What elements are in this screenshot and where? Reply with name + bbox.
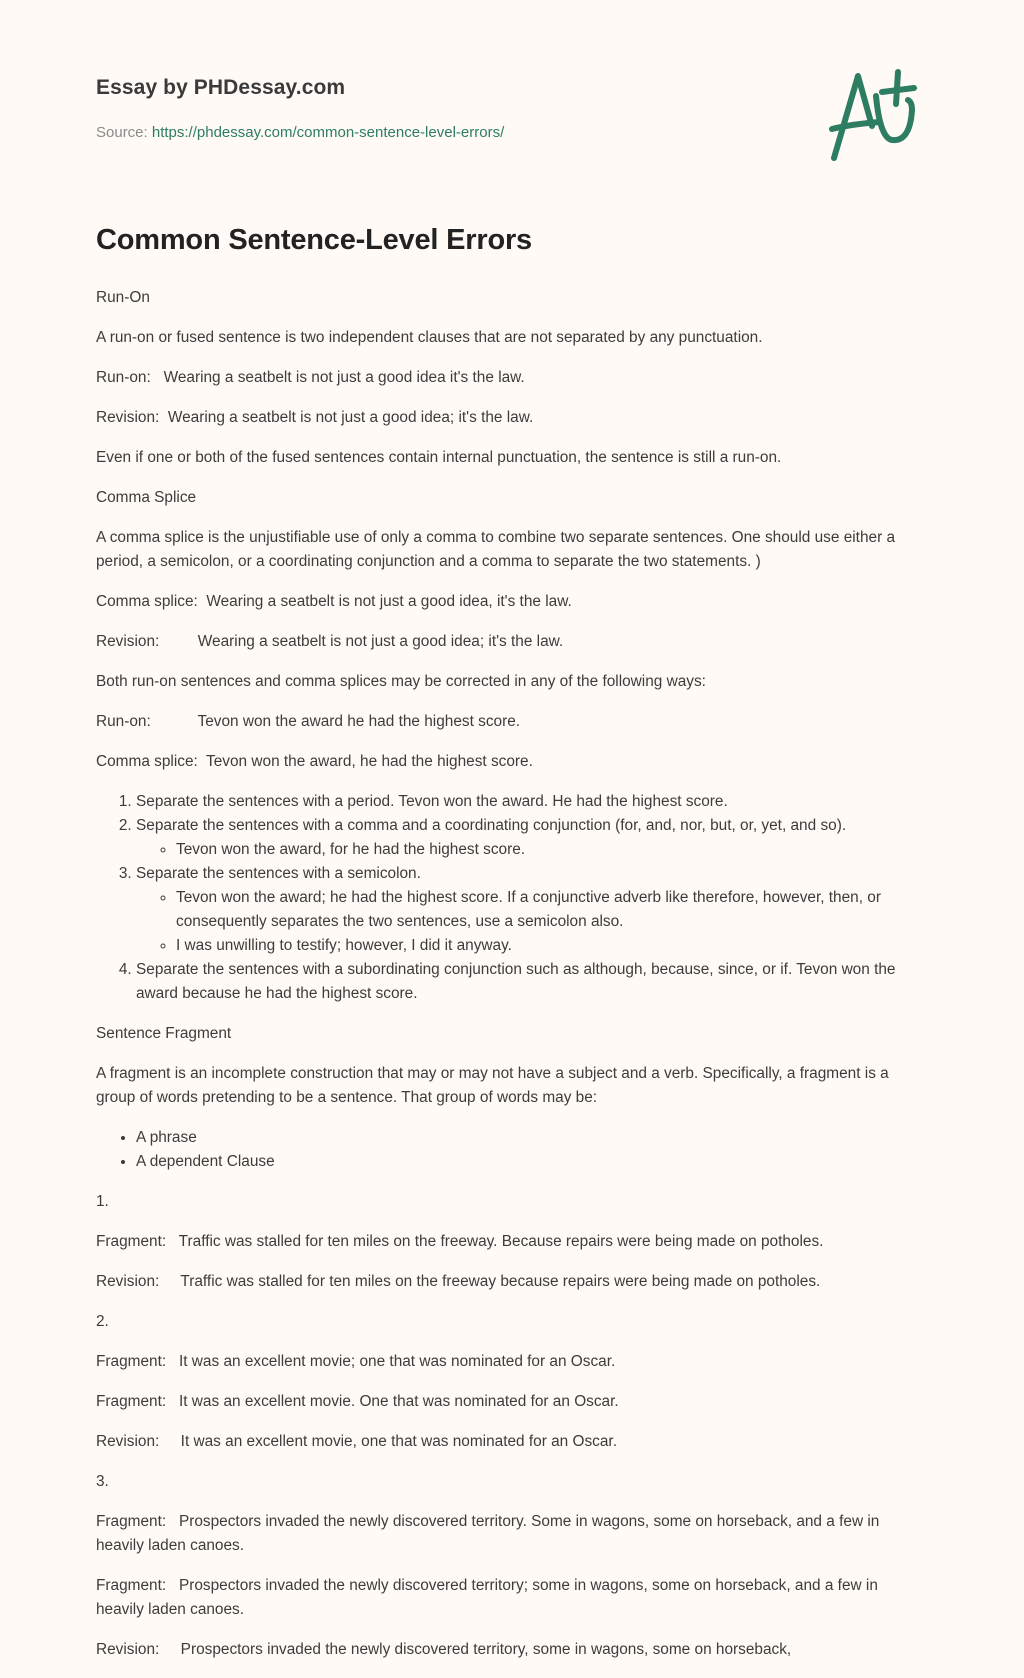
source-link[interactable]: https://phdessay.com/common-sentence-level-errors/ [151, 124, 505, 141]
splice-revision: Revision: Wearing a seatbelt is not just a good idea; it's the law. [96, 633, 564, 650]
splice-definition: A comma splice is the unjustifiable use of only a comma to combine two separate sentences. One should use either a period, a semicolon, or a coordinating conjunction and a comma to separate the two statements. ) [96, 529, 900, 570]
runon-definition: A run-on or fused sentence is two independent clauses that are not separated by any punctuation. [96, 329, 763, 346]
list-item: 2. Separate the sentences with a comma and a coordinating conjunction (for, and, nor, but, or, yet, and so). ◦ Tevon won the award, for he had the highest score. [136, 814, 930, 862]
correction-methods-list [96, 790, 930, 1006]
sub-list [136, 886, 930, 958]
example-line: Revision: Prospectors invaded the newly discovered territory, some in wagons, some on horseback, [96, 1641, 792, 1658]
tevon-splice-example: Comma splice: Tevon won the award, he had the highest score. [96, 753, 533, 770]
sub-list-item: ◦ Tevon won the award, for he had the highest score. [176, 838, 930, 862]
section-heading-runon: Run-On [96, 289, 150, 306]
fragment-types-list [96, 1126, 930, 1174]
sub-list [136, 838, 930, 862]
list-item: 1. Separate the sentences with a period. Tevon won the award. He had the highest score. [136, 790, 930, 814]
example-line: Fragment: It was an excellent movie. One that was nominated for an Oscar. [96, 1393, 619, 1410]
example-line: Revision: It was an excellent movie, one that was nominated for an Oscar. [96, 1433, 617, 1450]
site-brand: Essay by PHDessay.com [96, 76, 346, 99]
example-line: Fragment: Prospectors invaded the newly discovered territory. Some in wagons, some on horseback, and a few in heavily laden canoes. [96, 1513, 884, 1554]
example-number: 3. [96, 1473, 109, 1490]
tevon-runon-example: Run-on: Tevon won the award he had the highest score. [96, 713, 521, 730]
runon-example: Run-on: Wearing a seatbelt is not just a good idea it's the law. [96, 369, 525, 386]
splice-example: Comma splice: Wearing a seatbelt is not just a good idea, it's the law. [96, 593, 572, 610]
runon-note: Even if one or both of the fused sentences contain internal punctuation, the sentence is still a run-on. [96, 449, 782, 466]
example-line: Fragment: Prospectors invaded the newly discovered territory; some in wagons, some on horseback, and a few in heavily laden canoes. [96, 1577, 883, 1618]
a-plus-grade-icon [822, 66, 932, 166]
sub-list-item: ◦ Tevon won the award; he had the highest score. If a conjunctive adverb like therefore, however, then, or consequently separates the two sentences, use a semicolon also. [176, 886, 930, 934]
page-title: Common Sentence-Level Errors [96, 224, 532, 256]
corrections-intro: Both run-on sentences and comma splices may be corrected in any of the following ways: [96, 673, 706, 690]
example-number: 2. [96, 1313, 109, 1330]
list-item: • A dependent Clause [136, 1150, 930, 1174]
section-heading-fragment: Sentence Fragment [96, 1025, 232, 1042]
source-line [96, 124, 504, 141]
example-line: Fragment: Traffic was stalled for ten miles on the freeway. Because repairs were being made on potholes. [96, 1233, 824, 1250]
example-number: 1. [96, 1193, 109, 1210]
list-item: • A phrase [136, 1126, 930, 1150]
runon-revision: Revision: Wearing a seatbelt is not just a good idea; it's the law. [96, 409, 534, 426]
section-heading-comma-splice: Comma Splice [96, 489, 197, 506]
source-label: Source: [96, 124, 152, 141]
sub-list-item: ◦ I was unwilling to testify; however, I did it anyway. [176, 934, 930, 958]
example-line: Revision: Traffic was stalled for ten miles on the freeway because repairs were being made on potholes. [96, 1273, 821, 1290]
essay-body [96, 286, 930, 1678]
list-item: 3. Separate the sentences with a semicolon. ◦ Tevon won the award; he had the highest score. If a conjunctive adverb like therefore, however, then, or consequently separates the two sentences, use a semicolon also. ◦ I was unwilling to testify; however, I did it anyway. [136, 862, 930, 958]
fragment-definition: A fragment is an incomplete construction that may or may not have a subject and a verb. Specifically, a fragment is a group of words pretending to be a sentence. That group of words may be: [96, 1065, 894, 1106]
list-item: 4. Separate the sentences with a subordinating conjunction such as although, because, since, or if. Tevon won the award because he had the highest score. [136, 958, 930, 1006]
example-line: Fragment: It was an excellent movie; one that was nominated for an Oscar. [96, 1353, 616, 1370]
